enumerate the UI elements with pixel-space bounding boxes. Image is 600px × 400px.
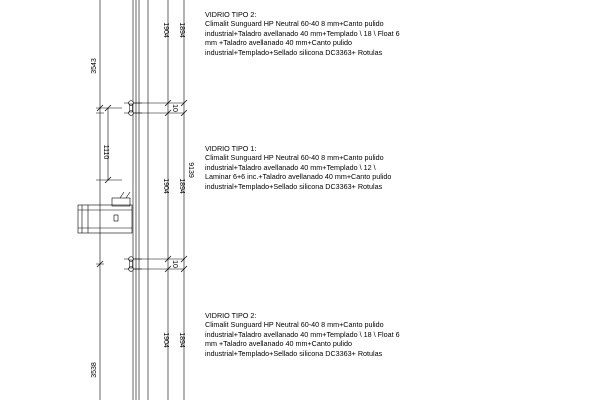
note-title: VIDRIO TIPO 1:: [205, 144, 257, 153]
note-title: VIDRIO TIPO 2:: [205, 10, 257, 19]
joint-lines: [96, 103, 184, 269]
dim-text-spacing: 1110: [102, 144, 109, 160]
beam-section: [78, 192, 132, 233]
dim-text-1894-c: 1894: [178, 332, 185, 348]
vertical-lines: [100, 0, 184, 400]
note-line: industrial+Taladro avellanado 40 mm+Templado \ 18 \ Float 6: [205, 329, 400, 339]
dim-text-total: 9139: [187, 162, 194, 178]
note-line: industrial+Templado+Sellado silicona DC3363+ Rotulas: [205, 181, 383, 191]
note-title: VIDRIO TIPO 2:: [205, 311, 257, 320]
glass-spec-note-top: [205, 10, 525, 57]
note-line: industrial+Templado+Sellado silicona DC3363+ Rotulas: [205, 348, 383, 358]
dim-text-1894-a: 1894: [178, 22, 185, 38]
tick-marks: [97, 100, 187, 272]
dim-text-gap-upper: 10: [171, 104, 178, 112]
dim-text-top-height: 3543: [91, 58, 98, 74]
slab-outline: [78, 205, 132, 233]
glass-spec-note-middle: [205, 144, 525, 191]
note-line: Climalit Sunguard HP Neutral 60-40 8 mm+Canto pulido: [205, 153, 384, 163]
note-line: Laminar 6+6 inc.+Taladro avellanado 40 mm+Canto pulido: [205, 172, 392, 182]
note-line: Climalit Sunguard HP Neutral 60-40 8 mm+Canto pulido: [205, 19, 384, 29]
note-line: industrial+Templado+Sellado silicona DC3363+ Rotulas: [205, 47, 383, 57]
note-line: mm +Taladro avellanado 40 mm+Canto pulido: [205, 38, 353, 48]
dim-text-1894-b: 1894: [178, 178, 185, 194]
dim-text-1904-c: 1904: [162, 332, 169, 348]
note-line: Climalit Sunguard HP Neutral 60-40 8 mm+Canto pulido: [205, 320, 384, 330]
glass-spec-note-bottom: [205, 311, 525, 358]
dim-text-bottom-height: 3538: [91, 362, 98, 378]
note-line: industrial+Taladro avellanado 40 mm+Templado \ 12 \: [205, 162, 376, 172]
note-line: industrial+Taladro avellanado 40 mm+Templado \ 18 \ Float 6: [205, 28, 400, 38]
dim-text-gap-lower: 10: [171, 260, 178, 268]
dim-text-1904-a: 1904: [162, 22, 169, 38]
note-line: mm +Taladro avellanado 40 mm+Canto pulido: [205, 339, 353, 349]
dim-text-1904-b: 1904: [162, 178, 169, 194]
